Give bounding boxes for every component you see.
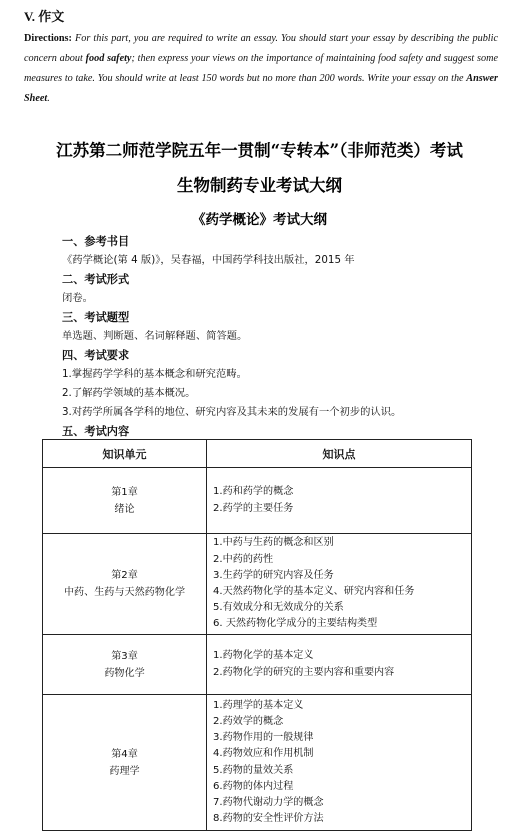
chapter-number: 第2章: [111, 570, 138, 581]
chapter-name: 药物化学: [104, 667, 145, 679]
section-heading: 四、考试要求: [62, 349, 130, 362]
exam-content-table: [42, 439, 472, 831]
points-cell: [207, 635, 472, 695]
section-heading: 二、考试形式: [62, 273, 130, 286]
chapter-name: 中药、生药与天然药物化学: [63, 587, 186, 598]
knowledge-point: 2.中药的药性: [213, 553, 274, 565]
essay-directions: [24, 29, 498, 109]
points-cell: [207, 468, 472, 534]
knowledge-point: 6. 天然药物化学成分的主要结构类型: [213, 618, 378, 630]
directions-text-2: ; then express your views on the importance of maintaining food safety and suggest some measures to take. You should write at least 150 words but no more than 200 words. Write your essay on the: [24, 53, 498, 84]
chapter-number: 第3章: [111, 650, 138, 662]
directions-text-3: .: [47, 93, 50, 104]
course-outline-title: 《药学概论》考试大纲: [192, 212, 327, 228]
knowledge-point: 1.药理学的基本定义: [213, 699, 304, 711]
knowledge-point: 1.中药与生药的概念和区别: [213, 537, 334, 549]
section-text: 2.了解药学领域的基本概况。: [62, 387, 196, 399]
unit-cell: [43, 695, 207, 831]
section-text: 单选题、判断题、名词解释题、简答题。: [62, 330, 248, 342]
knowledge-point: 7.药物代谢动力学的概念: [213, 796, 324, 808]
table-row: [43, 534, 472, 635]
directions-label: Directions:: [24, 33, 72, 44]
knowledge-point: 8.药物的安全性评价方法: [213, 813, 324, 825]
essay-section: [24, 6, 498, 109]
outline-sections: [62, 232, 492, 441]
knowledge-point: 5.有效成分和无效成分的关系: [213, 602, 344, 614]
knowledge-point: 4.天然药物化学的基本定义、研究内容和任务: [213, 586, 415, 597]
knowledge-point: 1.药和药学的概念: [213, 486, 294, 498]
unit-cell: [43, 635, 207, 695]
section-text: 闭卷。: [62, 292, 93, 304]
unit-cell: [43, 534, 207, 635]
section-heading: 一、参考书目: [62, 235, 130, 248]
table-header-row: [43, 440, 472, 468]
table-row: [43, 468, 472, 534]
knowledge-point: 6.药物的体内过程: [213, 780, 294, 792]
knowledge-point: 3.生药学的研究内容及任务: [213, 569, 334, 581]
knowledge-point: 2.药物化学的研究的主要内容和重要内容: [213, 666, 395, 678]
directions-bold-1: food safety: [85, 53, 132, 64]
knowledge-point: 3.药物作用的一般规律: [213, 732, 314, 744]
knowledge-point: 1.药物化学的基本定义: [213, 650, 314, 662]
points-cell: [207, 534, 472, 635]
points-cell: [207, 695, 472, 831]
directions-bold-2: Answer Sheet: [24, 73, 498, 104]
header-knowledge-points: 知识点: [207, 440, 472, 468]
knowledge-point: 5.药物的量效关系: [213, 764, 294, 776]
section-text: 《药学概论(第 4 版)》，吴春福，中国药学科技出版社，2015 年: [62, 254, 355, 266]
knowledge-point: 4.药物效应和作用机制: [213, 748, 314, 760]
table-row: [43, 635, 472, 695]
chapter-name: 药理学: [109, 765, 140, 777]
chapter-number: 第4章: [111, 748, 138, 760]
exam-subtitle: 生物制药专业考试大纲: [177, 176, 342, 195]
chapter-number: 第1章: [111, 486, 138, 498]
section-text: 3.对药学所属各学科的地位、研究内容及其未来的发展有一个初步的认识。: [62, 406, 402, 418]
table-row: [43, 695, 472, 831]
section-heading: 三、考试题型: [62, 311, 130, 324]
section-text: 1.掌握药学学科的基本概念和研究范畴。: [62, 368, 247, 380]
header-knowledge-unit: 知识单元: [43, 440, 207, 468]
directions-text-1: For this part, you are required to write an essay. You should start your essay by describing the public concern about: [24, 33, 498, 64]
unit-cell: [43, 468, 207, 534]
knowledge-point: 2.药效学的概念: [213, 715, 284, 727]
exam-title: 江苏第二师范学院五年一贯制“专转本”（非师范类）考试: [56, 141, 463, 160]
section-heading: 五、考试内容: [62, 425, 130, 438]
knowledge-point: 2.药学的主要任务: [213, 502, 294, 514]
essay-heading: V. 作文: [24, 9, 65, 24]
chapter-name: 绪论: [114, 503, 135, 515]
